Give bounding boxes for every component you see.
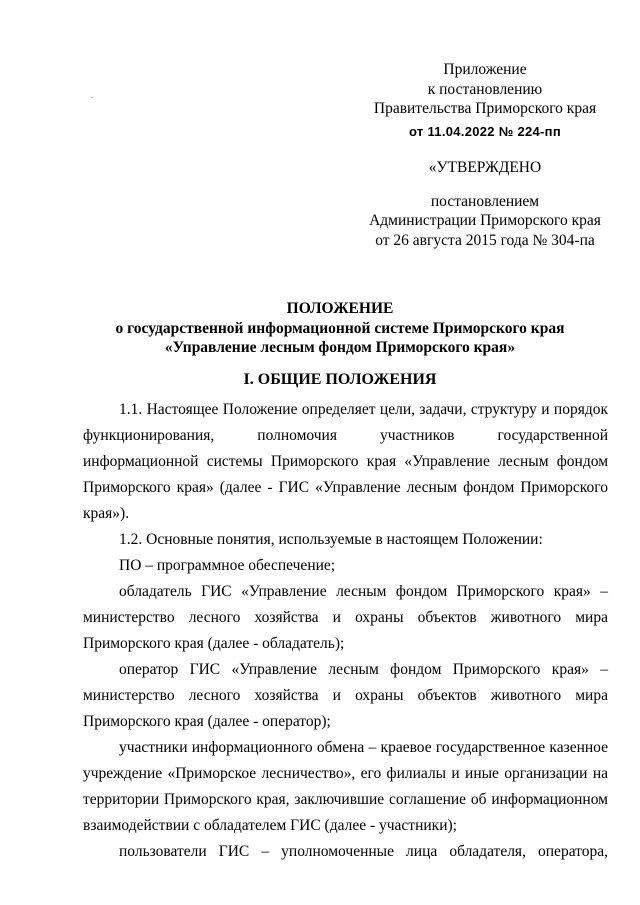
document-title: [60, 299, 620, 358]
section-heading: I. ОБЩИЕ ПОЛОЖЕНИЯ: [243, 371, 437, 388]
approval-block: [340, 158, 630, 250]
paragraph-definition-operator: оператор ГИС «Управление лесным фондом Приморского края» – министерство лесного хозяйства и охраны объектов животного мира Приморского края (далее - оператор);: [83, 661, 608, 730]
approval-line-2: постановлением: [430, 192, 540, 210]
appendix-line-3: Правительства Приморского края: [373, 100, 597, 117]
title-line-3: «Управление лесным фондом Приморского края»: [164, 339, 516, 356]
paragraph-definition-po: ПО – программное обеспечение;: [119, 557, 336, 574]
approval-line-4: от 26 августа 2015 года № 304-па: [375, 231, 595, 249]
title-line-2: о государственной информационной системе Приморского края: [115, 319, 565, 337]
approval-line-3: Администрации Приморского края: [369, 212, 601, 229]
registration-stamp: от 11.04.2022 № 224-пп: [409, 123, 561, 139]
paragraph-definition-owner: обладатель ГИС «Управление лесным фондом Приморского края» – министерство лесного хозяйства и охраны объектов животного мира Приморского края (далее - обладатель);: [83, 583, 608, 652]
paragraph-1-1: 1.1. Настоящее Положение определяет цели, задачи, структуру и порядок функционирования, полномочия участников государственной информационной системы Приморского края «Управление лесным фондом Приморского края» (далее - ГИС «Управление лесным фондом Приморского края»).: [83, 401, 608, 522]
appendix-line-2: к постановлению: [427, 80, 543, 98]
approval-line-1: «УТВЕРЖДЕНО: [428, 159, 542, 176]
paragraph-1-2: 1.2. Основные понятия, используемые в настоящем Положении:: [119, 531, 543, 548]
scan-artifact: [91, 97, 93, 98]
document-body: [83, 397, 608, 865]
paragraph-definition-participants: участники информационного обмена – краевое государственное казенное учреждение «Приморское лесничество», его филиалы и иные организации на территории Приморского края, заключившие соглашение об информационном взаимодействии с обладателем ГИС (далее - участники);: [83, 739, 608, 834]
appendix-header: [340, 60, 630, 141]
paragraph-definition-users: пользователи ГИС – уполномоченные лица обладателя, оператора,: [119, 843, 608, 860]
appendix-line-1: Приложение: [443, 61, 527, 78]
title-line-1: ПОЛОЖЕНИЕ: [286, 300, 394, 317]
